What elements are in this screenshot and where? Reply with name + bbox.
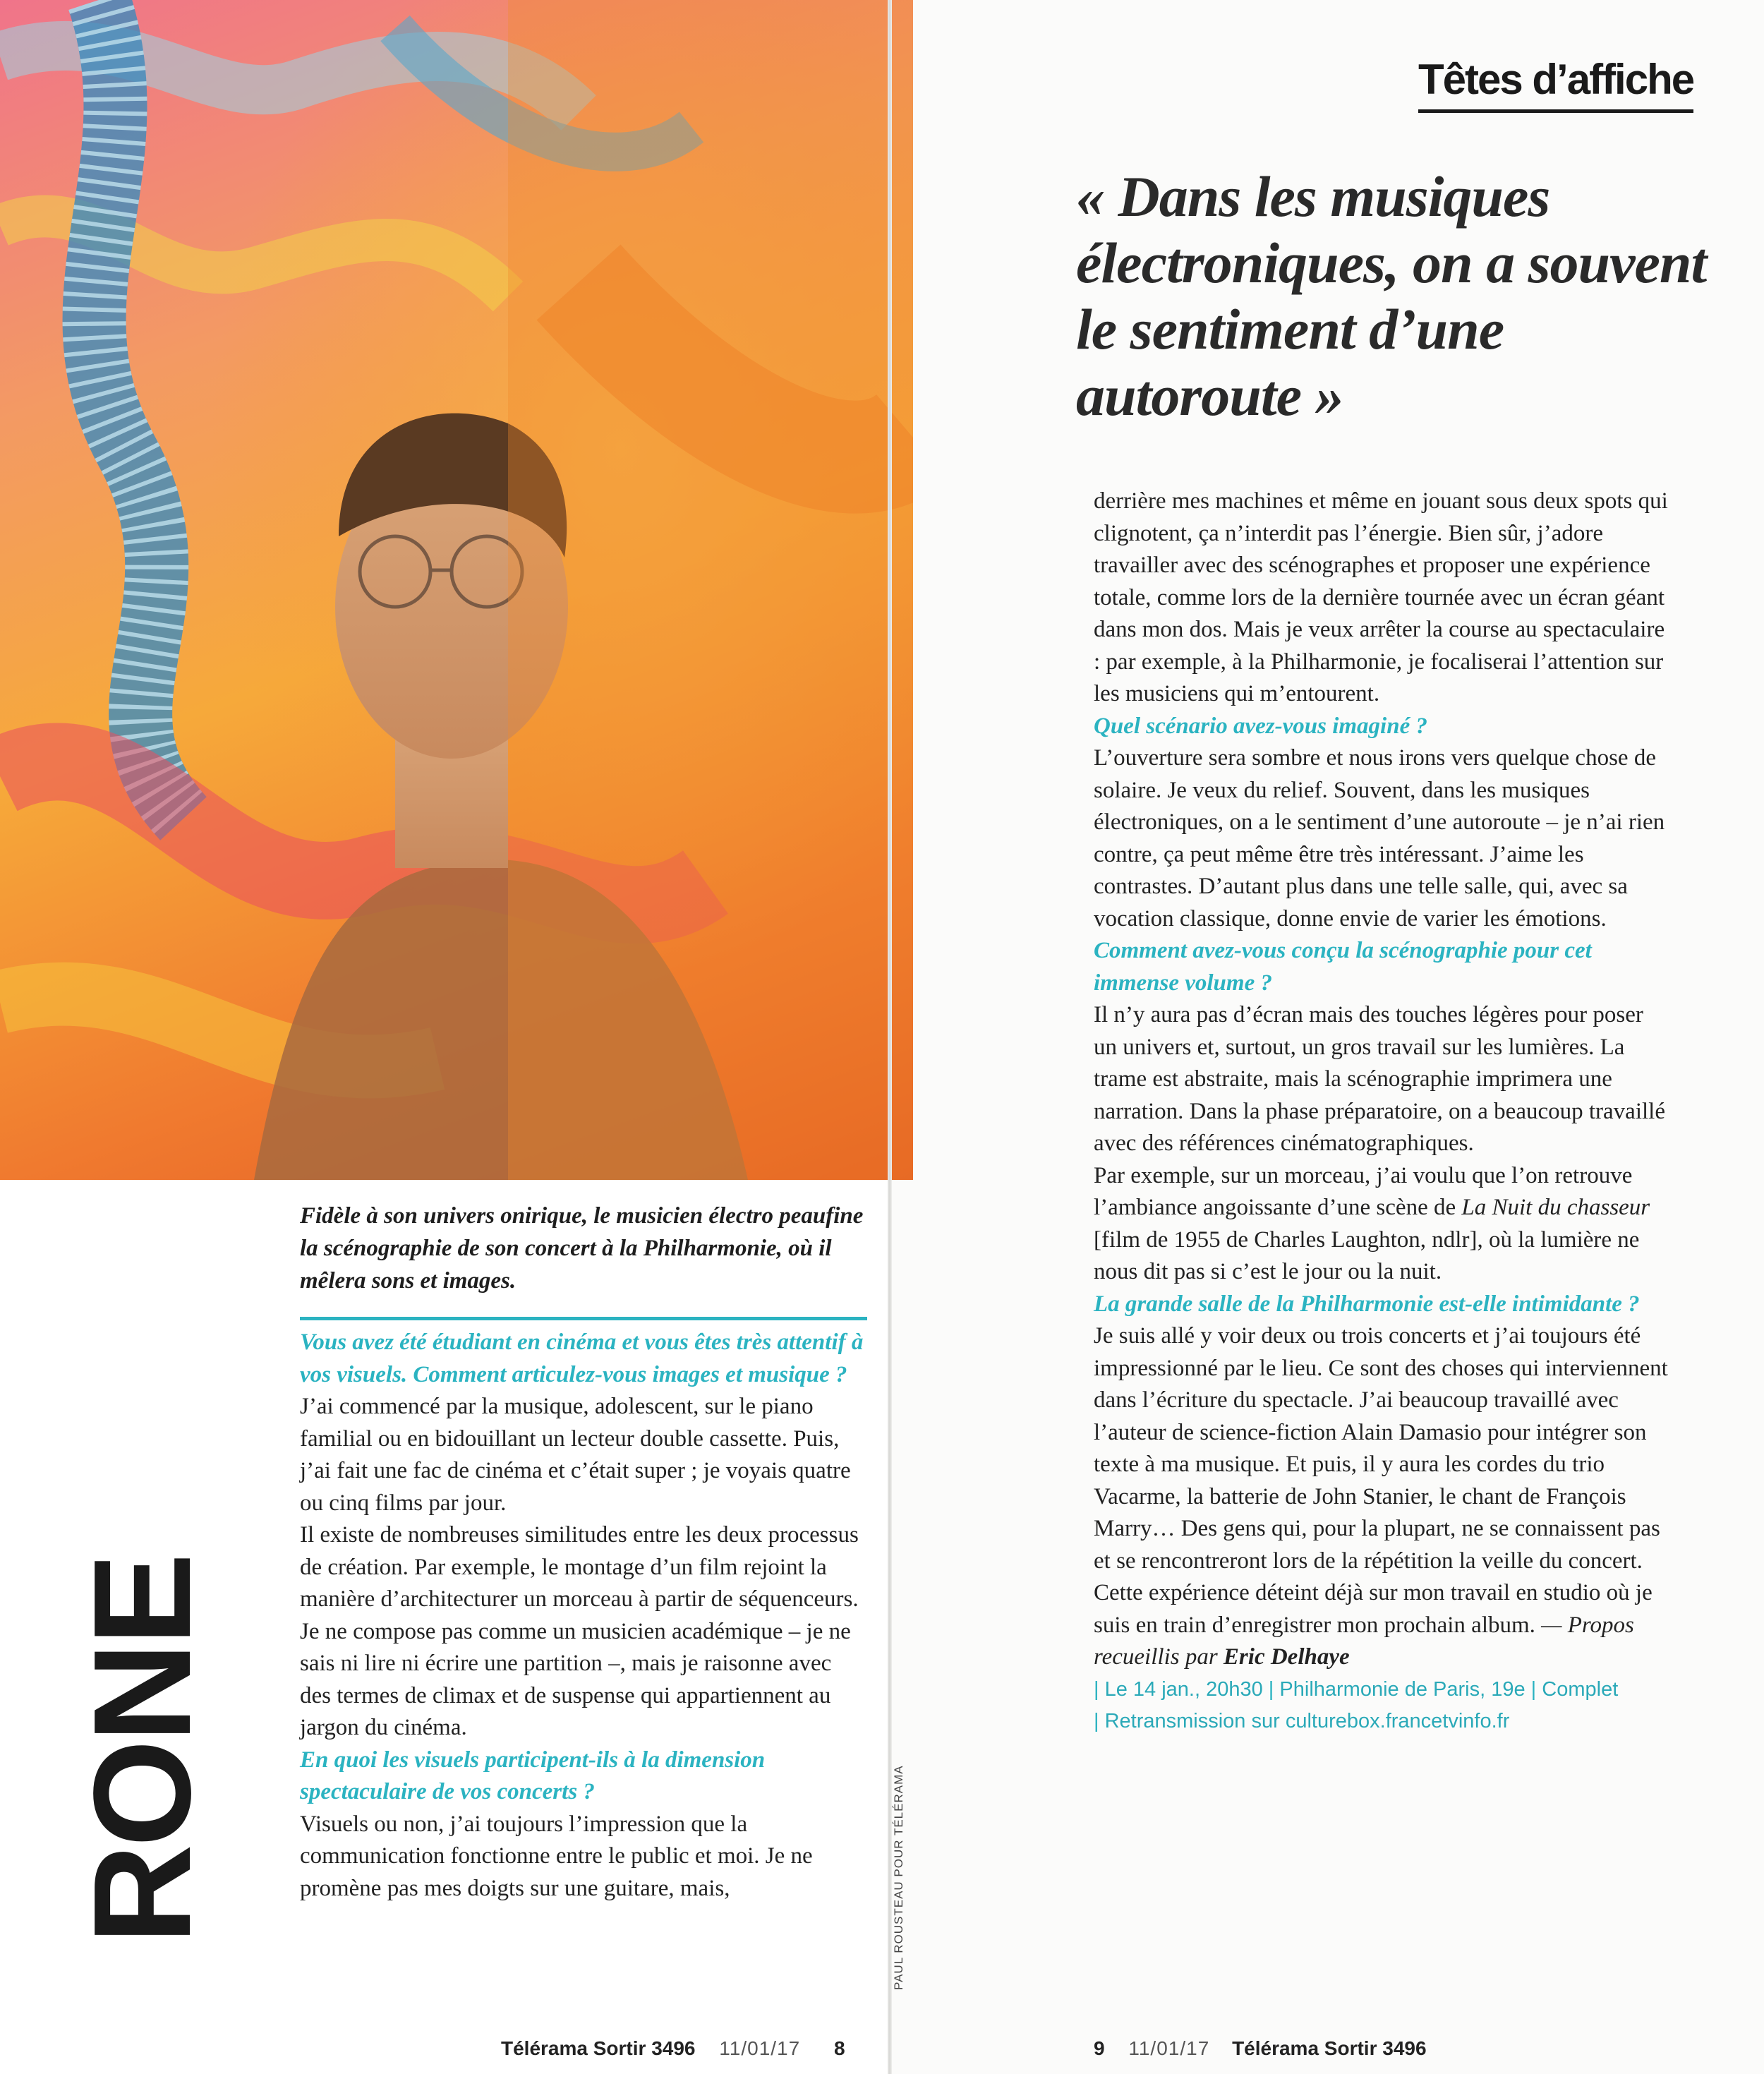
event-date: Le 14 jan., 20h30 (1104, 1677, 1263, 1701)
final-paragraph-text: Je suis allé y voir deux ou trois concerts et j’ai toujours été impressionné par le lieu. Ce sont des choses qui interviennent dans l’écriture du spectacle. J’ai beaucoup travaillé avec l’auteur de science-fiction Alain Damasio pour intégrer son texte à ma musique. Et puis, il y aura les cordes du trio Vacarme, la batterie de John Stanier, le chant de François Marry… Des gens qui, pour la plupart, ne se connaissent pas et se rencontreront lors de la répétition la veille du concert. Cette expérience déteint déjà sur mon travail en studio où je suis en train d’enregistrer mon prochain album. (1094, 1323, 1668, 1638)
answer-paragraph: Visuels ou non, j’ai toujours l’impression que la communication fonctionne entre le public et moi. Je ne promène pas mes doigts sur une guitare, mais, (300, 1811, 813, 1901)
portrait-illustration (0, 0, 913, 1180)
broadcast-info-line: | Retransmission sur culturebox.francetvinfo.fr (1094, 1710, 1510, 1732)
footer-date: 11/01/17 (1128, 2037, 1210, 2059)
answer-paragraph: Il existe de nombreuses similitudes entre les deux processus de création. Par exemple, le montage d’un film rejoint la manière d’architecturer un morceau à partir de séquenceurs. Je ne compose pas comme un musicien académique – je ne sais ni lire ni écrire une partition –, mais je raisonne avec des termes de climax et de suspense qui appartiennent au jargon du cinéma. (300, 1522, 859, 1740)
footer-magazine: Télérama Sortir 3496 (501, 2037, 696, 2059)
film-reference-paragraph (1094, 1160, 1672, 1289)
footer-left (501, 2037, 845, 2060)
artist-portrait-photo (0, 0, 913, 1180)
right-column (1094, 486, 1672, 1738)
question-4: Comment avez-vous conçu la scénographie pour cet immense volume ? (1094, 938, 1592, 996)
footer-date: 11/01/17 (719, 2037, 801, 2059)
section-title: Têtes d’affiche (1418, 55, 1693, 113)
intro-divider (300, 1317, 867, 1320)
answer-paragraph: J’ai commencé par la musique, adolescent, sur le piano familial ou en bidouillant un lecteur double cassette. Puis, j’ai fait une fac de cinéma et c’était super ; je voyais quatre ou cinq films par jour. (300, 1394, 851, 1516)
final-paragraph (1094, 1320, 1672, 1674)
interviewer-name: Eric Delhaye (1223, 1644, 1350, 1670)
answer-paragraph: derrière mes machines et même en jouant sous deux spots qui clignotent, ça n’interdit pas l’énergie. Bien sûr, j’adore travailler avec des scénographes et proposer une expérience totale, comme lors de la dernière tournée avec un écran géant dans mon dos. Mais je veux arrêter la course au spectaculaire : par exemple, à la Philharmonie, je focaliserai l’attention sur les musiciens qui m’entourent. (1094, 488, 1668, 706)
question-1: Vous avez été étudiant en cinéma et vous êtes très attentif à vos visuels. Comment articulez-vous images et musique ? (300, 1330, 864, 1387)
question-2: En quoi les visuels participent-ils à la dimension spectaculaire de vos concerts ? (300, 1747, 766, 1804)
question-5: La grande salle de la Philharmonie est-elle intimidante ? (1094, 1291, 1640, 1317)
event-info-line: | Le 14 jan., 20h30 | Philharmonie de Paris, 19e | Complet (1094, 1677, 1619, 1701)
answer-paragraph: L’ouverture sera sombre et nous irons vers quelque chose de solaire. Je veux du relief. Souvent, dans les musiques électroniques, on a le sentiment d’une autoroute – je n’ai rien contre, ça peut même être très intéressant. J’aime les contrastes. D’autant plus dans une telle salle, qui, avec sa vocation classique, donne envie de varier les émotions. (1094, 745, 1665, 932)
footer-page-number: 9 (1094, 2037, 1105, 2059)
question-3: Quel scénario avez-vous imaginé ? (1094, 713, 1427, 739)
photo-credit: PAUL ROUSTEAU POUR TÉLÉRAMA (892, 1765, 905, 1990)
film-title: La Nuit du chasseur (1461, 1195, 1650, 1220)
event-status: Complet (1542, 1677, 1619, 1701)
film-para-text: [film de 1955 de Charles Laughton, ndlr], où la lumière ne nous dit pas si c’est le jour ou la nuit. (1094, 1226, 1640, 1284)
broadcast-info: Retransmission sur culturebox.francetvinfo.fr (1104, 1710, 1510, 1732)
interview-credit: — Propos recueillis par (1094, 1612, 1634, 1670)
footer-page-number: 8 (833, 2037, 845, 2059)
film-para-text: Par exemple, sur un morceau, j’ai voulu que l’on retrouve l’ambiance angoissante d’une scène de (1094, 1162, 1633, 1220)
left-column (300, 1327, 864, 1905)
footer-right (1094, 2037, 1427, 2060)
artist-name-vertical: RONE (65, 1555, 219, 1944)
footer-magazine: Télérama Sortir 3496 (1232, 2037, 1427, 2059)
event-venue: Philharmonie de Paris, 19e (1279, 1677, 1526, 1701)
headline-quote: « Dans les musiques électroniques, on a souvent le sentiment d’une autoroute » (1076, 164, 1707, 428)
intro-standfirst: Fidèle à son univers onirique, le musicien électro peaufine la scénographie de son concert à la Philharmonie, où il mêlera sons et images. (300, 1203, 864, 1294)
answer-paragraph: Il n’y aura pas d’écran mais des touches légères pour poser un univers et, surtout, un gros travail sur les lumières. La trame est abstraite, mais la scénographie imprimera une narration. Dans la phase préparatoire, on a beaucoup travaillé avec des références cinématographiques. (1094, 1002, 1665, 1156)
